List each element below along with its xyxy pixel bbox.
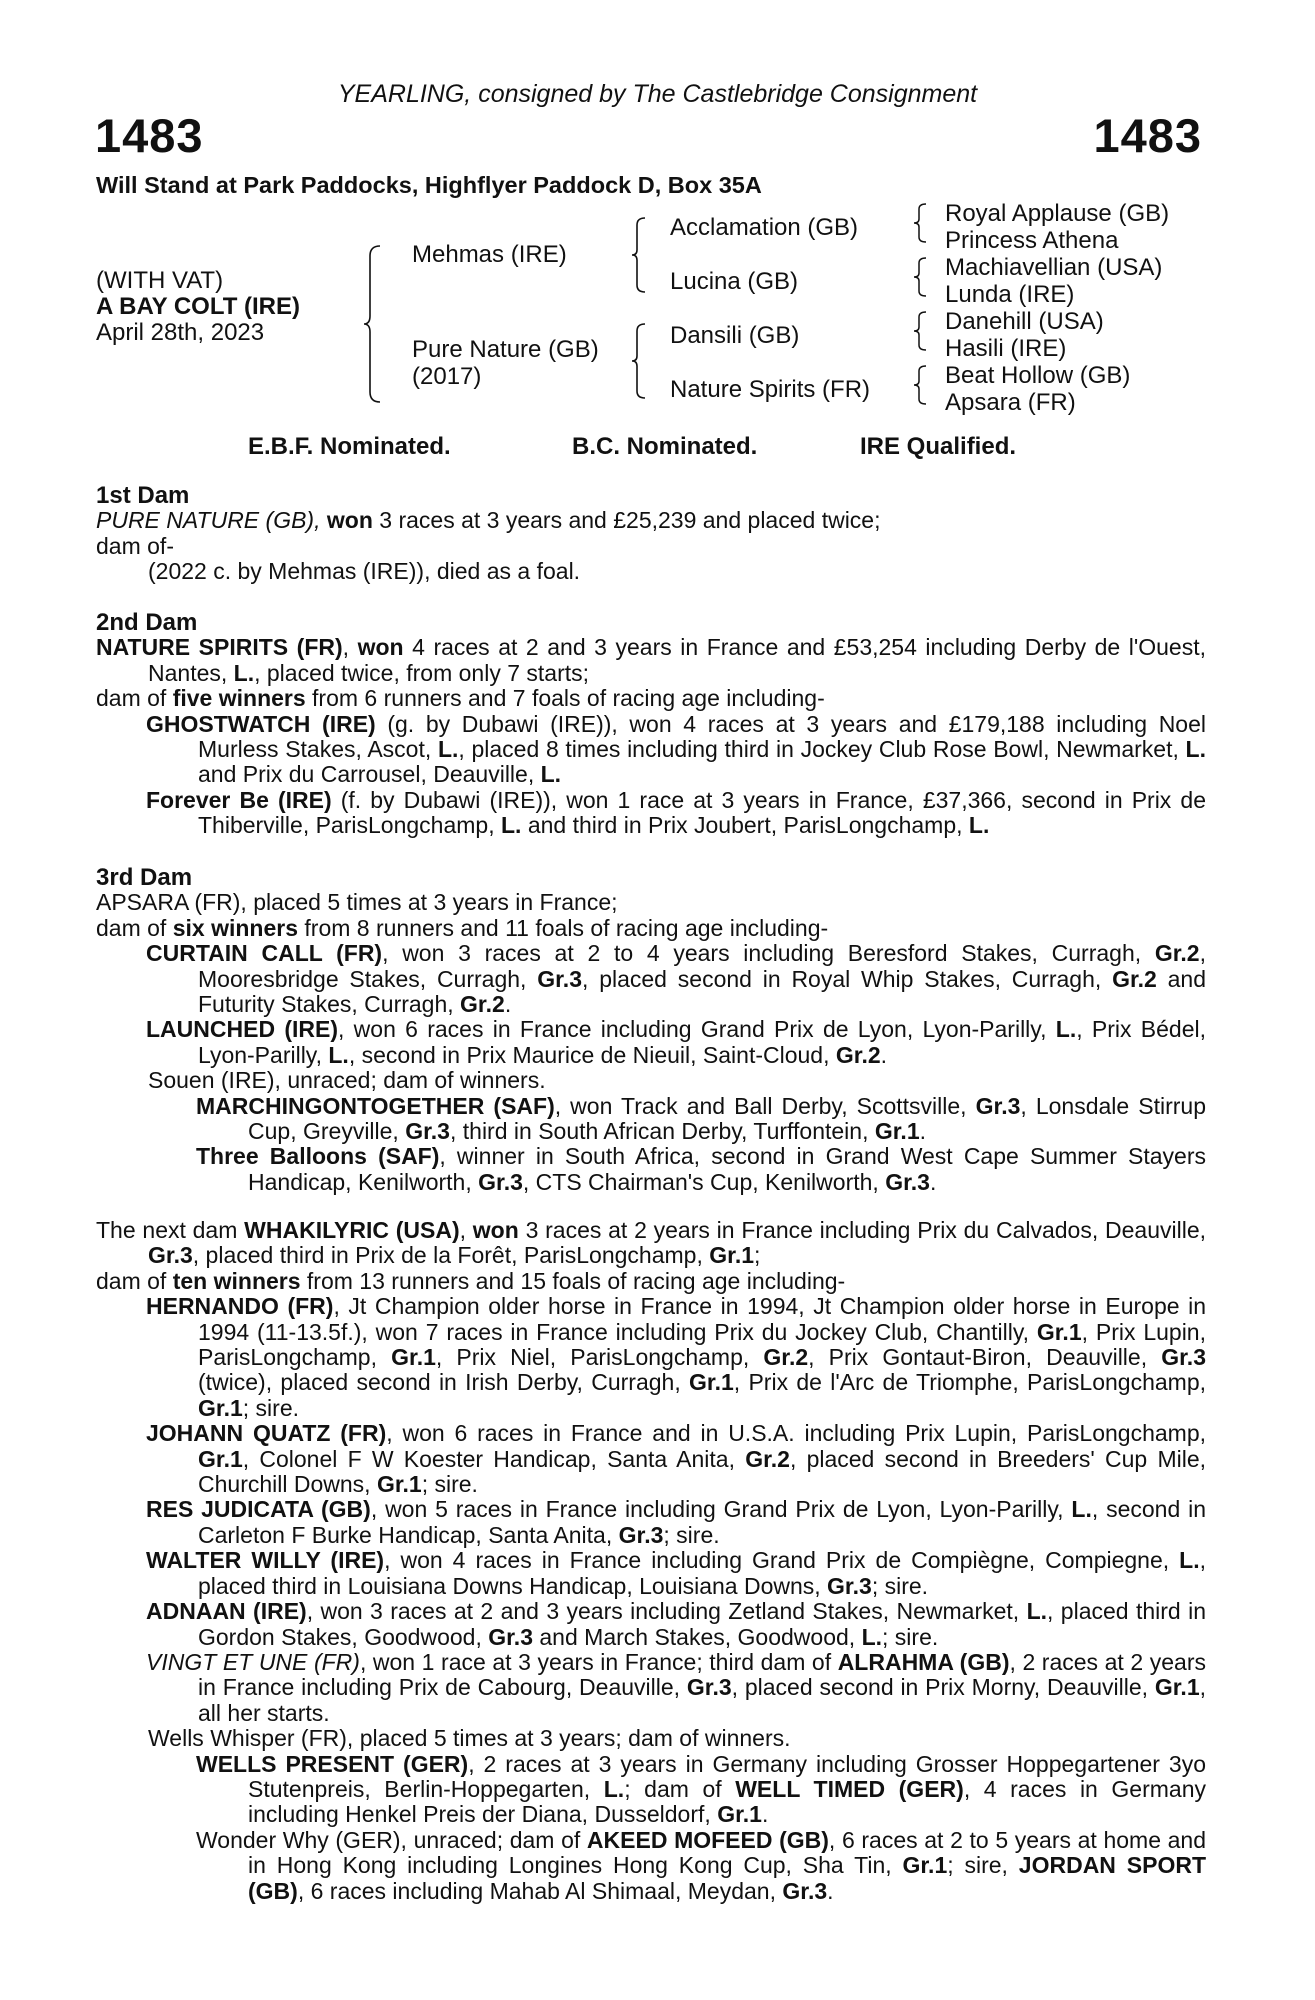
pedigree-dss: Danehill (USA): [945, 308, 1104, 335]
bc-nomination: B.C. Nominated.: [572, 433, 758, 460]
third-dam-record: APSARA (FR), placed 5 times at 3 years in France;: [96, 889, 618, 916]
pedigree-dam-sire: Dansili (GB): [670, 322, 800, 349]
pedigree-brace-ds: [914, 310, 928, 352]
pedigree-brace-sire: [632, 216, 648, 294]
pedigree-dam-year: (2017): [412, 363, 482, 390]
progeny-res-judicata: RES JUDICATA (GB), won 5 races in France including Grand Prix de Lyon, Lyon-Parilly, L., second in Carleton F Burke Handicap, Santa Anita, Gr.3; sire.: [146, 1496, 1206, 1548]
progeny-johann-quatz: JOHANN QUATZ (FR), won 6 races in France and in U.S.A. including Prix Lupin, ParisLongchamp, Gr.1, Colonel F W Koester Handicap, Santa Anita, Gr.2, placed second in Breeders' Cup Mile, Churchill Downs, Gr.1; sire.: [146, 1420, 1206, 1498]
progeny-wells-present: WELLS PRESENT (GER), 2 races at 3 years in Germany including Grosser Hoppegartener 3yo Stutenpreis, Berlin-Hoppegarten, L.; dam of WELL TIMED (GER), 4 races in Germany including Henkel Preis der Diana, Dusseldorf, Gr.1.: [196, 1750, 1207, 1828]
pedigree-dsd: Hasili (IRE): [945, 335, 1067, 362]
first-dam-foal: (2022 c. by Mehmas (IRE)), died as a foal.: [148, 558, 581, 585]
horse-name: A BAY COLT (IRE): [96, 293, 301, 320]
pedigree-ddd: Apsara (FR): [945, 389, 1076, 416]
pedigree-brace-dd: [914, 364, 928, 406]
pedigree-brace-sd: [914, 256, 928, 298]
third-dam-section: [96, 865, 1206, 1195]
progeny-souen: Souen (IRE), unraced; dam of winners.: [148, 1067, 546, 1094]
progeny-launched: LAUNCHED (IRE), won 6 races in France including Grand Prix de Lyon, Lyon-Parilly, L., Prix Bédel, Lyon-Parilly, L., second in Prix Maurice de Nieuil, Saint-Cloud, Gr.2.: [146, 1016, 1206, 1068]
lot-number-right: 1483: [1093, 109, 1202, 162]
pedigree-sss: Royal Applause (GB): [945, 200, 1170, 227]
first-dam-record: PURE NATURE (GB), won 3 races at 3 years and £25,239 and placed twice;: [96, 507, 881, 534]
ebf-nomination: E.B.F. Nominated.: [248, 433, 451, 460]
progeny-hernando: HERNANDO (FR), Jt Champion older horse in France in 1994, Jt Champion older horse in Europe in 1994 (11-13.5f.), won 7 races in France including Prix du Jockey Club, Chantilly, Gr.1, Prix Lupin, ParisLongchamp, Gr.1, Prix Niel, ParisLongchamp, Gr.2, Prix Gontaut-Biron, Deauville, Gr.3 (twice), placed second in Irish Derby, Curragh, Gr.1, Prix de l'Arc de Triomphe, ParisLongchamp, Gr.1; sire.: [146, 1293, 1206, 1421]
progeny-three-balloons: Three Balloons (SAF), winner in South Africa, second in Grand West Cape Summer Stayers Handicap, Kenilworth, Gr.3, CTS Chairman's Cup, Kenilworth, Gr.3.: [196, 1143, 1206, 1195]
first-dam-name: PURE NATURE (GB),: [96, 507, 321, 534]
lot-number-left: 1483: [95, 109, 204, 162]
second-dam-record: NATURE SPIRITS (FR), won 4 races at 2 and 3 years in France and £53,254 including Derby de l'Ouest, Nantes, L., placed twice, from only 7 starts;: [96, 634, 1207, 686]
second-dam-dam-of: dam of five winners from 6 runners and 7 foals of racing age including-: [96, 685, 825, 712]
ire-qualified: IRE Qualified.: [860, 433, 1017, 460]
pedigree-brace-dam: [632, 322, 648, 400]
pedigree-brace-main: [364, 244, 384, 404]
second-dam-heading: 2nd Dam: [96, 609, 198, 636]
pedigree-sire-sire: Acclamation (GB): [670, 214, 859, 241]
first-dam-heading: 1st Dam: [96, 482, 190, 509]
progeny-wonder-why: Wonder Why (GER), unraced; dam of AKEED MOFEED (GB), 6 races at 2 to 5 years at home and in Hong Kong including Longines Hong Kong Cup, Sha Tin, Gr.1; sire, JORDAN SPORT (GB), 6 races including Mahab Al Shimaal, Meydan, Gr.3.: [196, 1826, 1206, 1904]
progeny-curtain-call: CURTAIN CALL (FR), won 3 races at 2 to 4 years including Beresford Stakes, Curragh, Gr.2, Mooresbridge Stakes, Curragh, Gr.3, placed second in Royal Whip Stakes, Curragh, Gr.2 and Futurity Stakes, Curragh, Gr.2.: [146, 940, 1207, 1018]
progeny-adnaan: ADNAAN (IRE), won 3 races at 2 and 3 years including Zetland Stakes, Newmarket, L., placed third in Gordon Stakes, Goodwood, Gr.3 and March Stakes, Goodwood, L.; sire.: [146, 1598, 1206, 1650]
progeny-forever-be: Forever Be (IRE) (f. by Dubawi (IRE)), won 1 race at 3 years in France, £37,366, second in Prix de Thiberville, ParisLongchamp, L. and third in Prix Joubert, ParisLongchamp, L.: [146, 786, 1206, 839]
next-dam-dam-of: dam of ten winners from 13 runners and 15 foals of racing age including-: [96, 1267, 846, 1294]
pedigree-sdd: Lunda (IRE): [945, 281, 1075, 308]
pedigree-dam: Pure Nature (GB): [412, 336, 599, 363]
consignment-line: YEARLING, consigned by The Castlebridge Consignment: [337, 80, 978, 108]
pedigree-dds: Beat Hollow (GB): [945, 362, 1131, 389]
third-dam-dam-of: dam of six winners from 8 runners and 11 foals of racing age including-: [96, 914, 829, 941]
progeny-vingt-et-une: VINGT ET UNE (FR), won 1 race at 3 years in France; third dam of ALRAHMA (GB), 2 races at 2 years in France including Prix de Cabourg, Deauville, Gr.3, placed second in Prix Morny, Deauville, Gr.1, all her starts.: [146, 1648, 1207, 1726]
pedigree-dam-dam: Nature Spirits (FR): [670, 376, 871, 403]
next-dam-section: [96, 1218, 1206, 1904]
progeny-wells-whisper: Wells Whisper (FR), placed 5 times at 3 years; dam of winners.: [148, 1725, 791, 1752]
next-dam-record: The next dam WHAKILYRIC (USA), won 3 races at 2 years in France including Prix du Calvados, Deauville, Gr.3, placed third in Prix de la Forêt, ParisLongchamp, Gr.1;: [96, 1217, 1206, 1269]
pedigree-sds: Machiavellian (USA): [945, 254, 1163, 281]
progeny-walter-willy: WALTER WILLY (IRE), won 4 races in France including Grand Prix de Compiègne, Compiegne, L., placed third in Louisiana Downs Handicap, Louisiana Downs, Gr.3; sire.: [146, 1547, 1206, 1599]
foaling-date: April 28th, 2023: [96, 319, 265, 346]
pedigree-sire-dam: Lucina (GB): [670, 268, 799, 295]
pedigree-ssd: Princess Athena: [945, 227, 1119, 254]
first-dam-dam-of: dam of-: [96, 532, 174, 559]
third-dam-heading: 3rd Dam: [96, 864, 193, 891]
stand-location: Will Stand at Park Paddocks, Highflyer Paddock D, Box 35A: [96, 172, 762, 198]
vat-note: (WITH VAT): [96, 267, 224, 294]
pedigree-brace-ss: [914, 202, 928, 244]
pedigree-sire: Mehmas (IRE): [412, 241, 567, 268]
progeny-marchingontogether: MARCHINGONTOGETHER (SAF), won Track and Ball Derby, Scottsville, Gr.3, Lonsdale Stirrup Cup, Greyville, Gr.3, third in South African Derby, Turffontein, Gr.1.: [196, 1092, 1206, 1145]
progeny-ghostwatch: GHOSTWATCH (IRE) (g. by Dubawi (IRE)), won 4 races at 3 years and £179,188 including Noel Murless Stakes, Ascot, L., placed 8 times including third in Jockey Club Rose Bowl, Newmarket, L. and Prix du Carrousel, Deauville, L.: [146, 710, 1207, 788]
second-dam-section: [96, 610, 1206, 839]
first-dam-section: [96, 483, 1206, 585]
